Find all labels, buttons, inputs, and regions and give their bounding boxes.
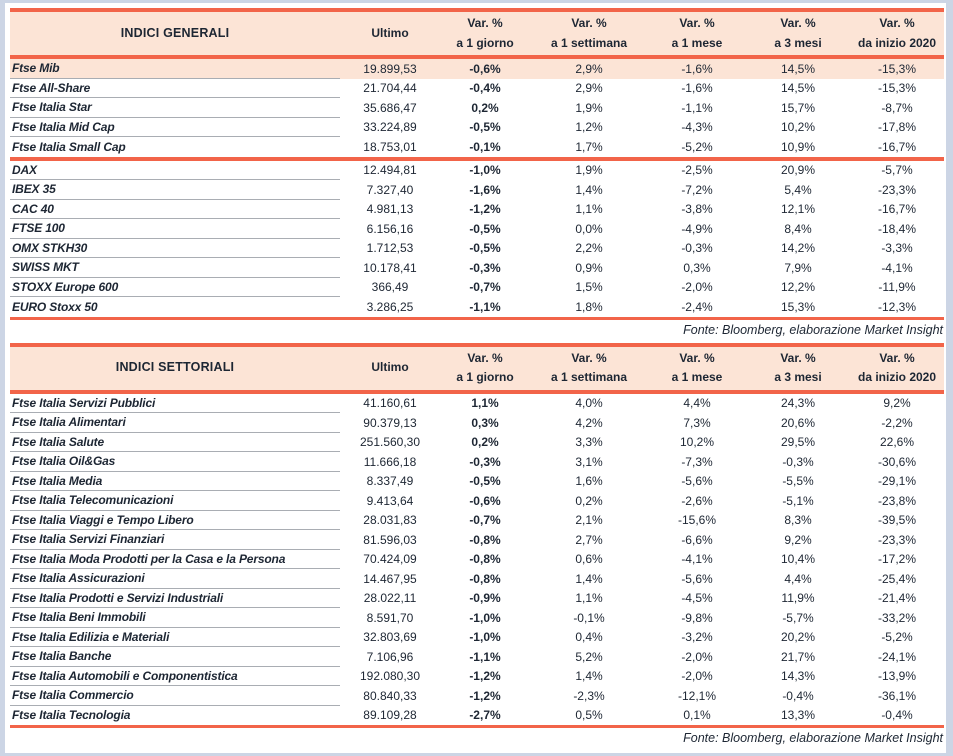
var-inizio-2020-cell: -24,1% bbox=[877, 649, 917, 664]
var-1-giorno-cell: -0,5% bbox=[469, 120, 501, 135]
var-1-mese-cell: -15,6% bbox=[677, 513, 717, 528]
var-1-settimana-cell: 0,2% bbox=[575, 493, 603, 508]
ultimo-value-cell: 28.022,11 bbox=[363, 591, 417, 606]
var-1-mese-cell: -1,6% bbox=[681, 61, 713, 76]
col-header-var-inizio-2020 bbox=[850, 12, 944, 55]
var-1-mese-cell: -6,6% bbox=[681, 532, 713, 547]
var-1-mese-cell: -4,1% bbox=[681, 552, 713, 567]
var-3-mesi-cell: 14,5% bbox=[780, 61, 816, 76]
var-inizio-2020-cell: -25,4% bbox=[877, 571, 917, 586]
period-label: a 3 mesi bbox=[774, 35, 822, 50]
index-name-cell: Ftse Italia Servizi Pubblici bbox=[10, 394, 340, 414]
index-name-cell: Ftse Italia Assicurazioni bbox=[10, 569, 340, 589]
var-3-mesi-cell: 15,7% bbox=[780, 100, 816, 115]
table-row bbox=[10, 589, 944, 609]
var-1-giorno-cell: -0,5% bbox=[469, 241, 501, 256]
var-1-settimana-cell: 1,4% bbox=[575, 571, 603, 586]
col-header-var-1-mese bbox=[648, 347, 746, 390]
var-1-settimana-cell: 2,1% bbox=[575, 513, 603, 528]
var-3-mesi-cell: 29,5% bbox=[780, 435, 816, 450]
var-1-giorno-cell: -0,6% bbox=[469, 61, 501, 76]
var-3-mesi-cell: 15,3% bbox=[780, 299, 816, 314]
var-3-mesi-cell: -0,3% bbox=[782, 454, 814, 469]
ultimo-value-cell: 11.666,18 bbox=[363, 454, 417, 469]
table-title: INDICI SETTORIALI bbox=[115, 360, 235, 375]
var-1-mese-cell: -2,5% bbox=[681, 163, 713, 178]
var-3-mesi-cell: 24,3% bbox=[780, 396, 816, 411]
var-1-giorno-cell: -0,5% bbox=[469, 474, 501, 489]
table-row bbox=[10, 394, 944, 414]
var-1-giorno-cell: -0,7% bbox=[469, 280, 501, 295]
table-row bbox=[10, 297, 944, 317]
var-label: Var. % bbox=[679, 350, 715, 365]
var-1-mese-cell: -3,2% bbox=[681, 630, 713, 645]
index-name-cell: Ftse Italia Viaggi e Tempo Libero bbox=[10, 511, 340, 531]
col-header-var-1-mese bbox=[648, 12, 746, 55]
table-row bbox=[10, 219, 944, 239]
var-3-mesi-cell: 20,9% bbox=[780, 163, 816, 178]
var-1-mese-cell: 4,4% bbox=[683, 396, 711, 411]
ultimo-value-cell: 32.803,69 bbox=[363, 630, 417, 645]
var-inizio-2020-cell: -2,2% bbox=[881, 415, 913, 430]
var-1-settimana-cell: 1,6% bbox=[575, 474, 603, 489]
ultimo-value-cell: 8.591,70 bbox=[366, 610, 414, 625]
var-1-settimana-cell: 0,0% bbox=[575, 221, 603, 236]
var-1-giorno-cell: -0,3% bbox=[469, 260, 501, 275]
var-3-mesi-cell: 12,1% bbox=[780, 202, 816, 217]
var-1-settimana-cell: 0,5% bbox=[575, 708, 603, 723]
var-1-mese-cell: 10,2% bbox=[679, 435, 715, 450]
var-1-mese-cell: -7,2% bbox=[681, 182, 713, 197]
var-1-giorno-cell: -2,7% bbox=[469, 708, 501, 723]
var-1-mese-cell: -4,5% bbox=[681, 591, 713, 606]
table-row bbox=[10, 686, 944, 706]
period-label: da inizio 2020 bbox=[857, 370, 937, 384]
var-inizio-2020-cell: -36,1% bbox=[877, 688, 917, 703]
var-1-giorno-cell: -1,0% bbox=[469, 630, 501, 645]
var-1-giorno-cell: -0,7% bbox=[469, 513, 501, 528]
var-3-mesi-cell: 7,9% bbox=[784, 260, 812, 275]
index-name-cell: Ftse Italia Beni Immobili bbox=[10, 608, 340, 628]
var-1-giorno-cell: -1,0% bbox=[469, 163, 501, 178]
var-label: Var. % bbox=[879, 350, 915, 365]
ultimo-value-cell: 70.424,09 bbox=[363, 552, 417, 567]
index-name-cell: FTSE 100 bbox=[10, 219, 340, 239]
var-1-mese-cell: -2,0% bbox=[681, 649, 713, 664]
var-1-mese-cell: -2,0% bbox=[681, 669, 713, 684]
index-name-cell: Ftse Italia Banche bbox=[10, 647, 340, 667]
var-3-mesi-cell: 5,4% bbox=[784, 182, 812, 197]
table-header-row bbox=[10, 12, 944, 55]
var-1-settimana-cell: 1,4% bbox=[575, 182, 603, 197]
var-1-mese-cell: -2,0% bbox=[681, 280, 713, 295]
index-name-cell: Ftse Italia Prodotti e Servizi Industriali bbox=[10, 589, 340, 609]
var-1-mese-cell: 0,1% bbox=[683, 708, 711, 723]
table-row bbox=[10, 59, 944, 79]
var-1-giorno-cell: 1,1% bbox=[471, 396, 499, 411]
var-3-mesi-cell: 10,9% bbox=[780, 139, 816, 154]
var-3-mesi-cell: 21,7% bbox=[780, 649, 816, 664]
table-header-row bbox=[10, 347, 944, 390]
index-name-cell: Ftse Italia Media bbox=[10, 472, 340, 492]
var-inizio-2020-cell: -33,2% bbox=[877, 610, 917, 625]
index-name-cell: DAX bbox=[10, 161, 340, 181]
ultimo-value-cell: 89.109,28 bbox=[363, 708, 417, 723]
var-1-mese-cell: -9,8% bbox=[681, 610, 713, 625]
col-header-var-3-mesi bbox=[746, 12, 850, 55]
var-3-mesi-cell: 12,2% bbox=[780, 280, 816, 295]
var-1-giorno-cell: -1,0% bbox=[469, 610, 501, 625]
ultimo-value-cell: 6.156,16 bbox=[366, 221, 414, 236]
var-inizio-2020-cell: -15,3% bbox=[877, 61, 917, 76]
table-row bbox=[10, 137, 944, 157]
var-1-giorno-cell: -1,1% bbox=[469, 299, 501, 314]
index-name-cell: Ftse Mib bbox=[10, 59, 340, 79]
index-name-cell: Ftse Italia Mid Cap bbox=[10, 118, 340, 138]
table-row bbox=[10, 258, 944, 278]
ultimo-value-cell: 10.178,41 bbox=[363, 260, 417, 275]
table-row bbox=[10, 569, 944, 589]
var-1-settimana-cell: 0,9% bbox=[575, 260, 603, 275]
index-name-cell: Ftse Italia Tecnologia bbox=[12, 708, 131, 723]
var-label: Var. % bbox=[571, 16, 607, 31]
var-inizio-2020-cell: -39,5% bbox=[877, 513, 917, 528]
var-1-settimana-cell: 4,0% bbox=[575, 396, 603, 411]
var-3-mesi-cell: -0,4% bbox=[782, 688, 814, 703]
table-row bbox=[10, 706, 944, 726]
ultimo-value-cell: 90.379,13 bbox=[363, 415, 417, 430]
ultimo-value-cell: 7.327,40 bbox=[366, 182, 414, 197]
var-label: Var. % bbox=[467, 350, 503, 365]
var-1-giorno-cell: -1,2% bbox=[469, 202, 501, 217]
period-label: a 1 settimana bbox=[550, 370, 628, 384]
var-1-settimana-cell: 1,9% bbox=[575, 163, 603, 178]
var-1-mese-cell: 7,3% bbox=[683, 415, 711, 430]
var-1-giorno-cell: -0,6% bbox=[469, 493, 501, 508]
var-1-mese-cell: -4,3% bbox=[681, 120, 713, 135]
var-1-settimana-cell: 2,9% bbox=[575, 81, 603, 96]
var-3-mesi-cell: 11,9% bbox=[781, 591, 815, 606]
index-name-cell: CAC 40 bbox=[10, 200, 340, 220]
ultimo-value-cell: 12.494,81 bbox=[363, 163, 417, 178]
period-label: a 1 mese bbox=[671, 35, 723, 50]
var-1-settimana-cell: 2,9% bbox=[575, 61, 603, 76]
var-1-settimana-cell: 3,3% bbox=[575, 435, 603, 450]
var-1-mese-cell: -3,8% bbox=[681, 202, 713, 217]
var-label: Var. % bbox=[467, 16, 503, 31]
ultimo-value-cell: 366,49 bbox=[371, 280, 409, 295]
table-row bbox=[10, 98, 944, 118]
table-row bbox=[10, 200, 944, 220]
var-1-settimana-cell: 0,4% bbox=[575, 630, 603, 645]
var-inizio-2020-cell: -17,2% bbox=[877, 552, 917, 567]
var-1-giorno-cell: -0,9% bbox=[469, 591, 501, 606]
var-1-giorno-cell: 0,2% bbox=[471, 435, 499, 450]
source-note: Fonte: Bloomberg, elaborazione Market Insight bbox=[683, 322, 943, 337]
ultimo-value-cell: 41.160,61 bbox=[363, 396, 417, 411]
var-inizio-2020-cell: -16,7% bbox=[877, 202, 917, 217]
var-1-giorno-cell: -0,8% bbox=[469, 552, 501, 567]
table-title: INDICI GENERALI bbox=[120, 25, 230, 40]
table-row bbox=[10, 491, 944, 511]
index-name-cell: SWISS MKT bbox=[10, 258, 340, 278]
var-1-giorno-cell: 0,2% bbox=[471, 100, 499, 115]
var-1-settimana-cell: 3,1% bbox=[575, 454, 603, 469]
var-inizio-2020-cell: -29,1% bbox=[877, 474, 917, 489]
var-inizio-2020-cell: -0,4% bbox=[881, 708, 913, 723]
var-1-giorno-cell: -1,2% bbox=[469, 688, 501, 703]
index-name-cell: Ftse Italia Salute bbox=[10, 433, 340, 453]
table-row bbox=[10, 628, 944, 648]
var-inizio-2020-cell: -12,3% bbox=[877, 299, 917, 314]
var-1-giorno-cell: -0,8% bbox=[469, 532, 501, 547]
index-name-cell: OMX STKH30 bbox=[10, 239, 340, 259]
col-header-var-1-giorno bbox=[440, 347, 530, 390]
var-1-mese-cell: -7,3% bbox=[681, 454, 713, 469]
var-1-mese-cell: -1,6% bbox=[681, 81, 713, 96]
table-row bbox=[10, 433, 944, 453]
var-1-settimana-cell: 1,1% bbox=[575, 591, 603, 606]
col-header-ultimo: Ultimo bbox=[371, 25, 409, 40]
var-inizio-2020-cell: -17,8% bbox=[877, 120, 917, 135]
ultimo-value-cell: 18.753,01 bbox=[363, 139, 417, 154]
indici-generali-table bbox=[10, 8, 944, 320]
var-inizio-2020-cell: -13,9% bbox=[877, 669, 917, 684]
table-row bbox=[10, 161, 944, 181]
period-label: a 3 mesi bbox=[774, 370, 822, 384]
ultimo-value-cell: 28.031,83 bbox=[363, 513, 417, 528]
var-1-settimana-cell: 5,2% bbox=[575, 649, 603, 664]
table-row bbox=[10, 511, 944, 531]
var-3-mesi-cell: 14,2% bbox=[780, 241, 816, 256]
index-name-cell: Ftse Italia Star bbox=[10, 98, 340, 118]
ultimo-value-cell: 9.413,64 bbox=[366, 493, 414, 508]
ultimo-value-cell: 81.596,03 bbox=[363, 532, 417, 547]
var-3-mesi-cell: -5,5% bbox=[782, 474, 814, 489]
indici-settoriali-table bbox=[10, 343, 944, 729]
var-inizio-2020-cell: -16,7% bbox=[877, 139, 917, 154]
var-1-mese-cell: -4,9% bbox=[681, 221, 713, 236]
var-1-settimana-cell: -0,1% bbox=[573, 610, 605, 625]
ultimo-value-cell: 8.337,49 bbox=[366, 474, 414, 489]
table-row bbox=[10, 608, 944, 628]
table-row bbox=[10, 472, 944, 492]
index-name-cell: IBEX 35 bbox=[10, 180, 340, 200]
index-name-cell: Ftse Italia Telecomunicazioni bbox=[10, 491, 340, 511]
ultimo-value-cell: 19.899,53 bbox=[363, 61, 417, 76]
var-1-mese-cell: -2,6% bbox=[681, 493, 713, 508]
period-label: a 1 giorno bbox=[456, 35, 514, 50]
var-label: Var. % bbox=[679, 16, 715, 31]
international-indices-group bbox=[10, 161, 944, 317]
index-name-cell: Ftse Italia Edilizia e Materiali bbox=[10, 628, 340, 648]
index-name-cell: Ftse Italia Moda Prodotti per la Casa e la Persona bbox=[10, 550, 340, 570]
index-name-cell: Ftse Italia Small Cap bbox=[12, 139, 126, 154]
var-inizio-2020-cell: -18,4% bbox=[877, 221, 917, 236]
var-inizio-2020-cell: -21,4% bbox=[877, 591, 917, 606]
var-3-mesi-cell: 4,4% bbox=[784, 571, 812, 586]
var-label: Var. % bbox=[780, 16, 816, 31]
var-1-mese-cell: 0,3% bbox=[683, 260, 711, 275]
index-name-cell: Ftse Italia Alimentari bbox=[10, 413, 340, 433]
col-header-var-inizio-2020 bbox=[850, 347, 944, 390]
var-1-settimana-cell: 1,8% bbox=[575, 299, 603, 314]
var-3-mesi-cell: 20,6% bbox=[780, 415, 816, 430]
var-1-giorno-cell: -0,3% bbox=[469, 454, 501, 469]
var-1-settimana-cell: 2,2% bbox=[575, 241, 603, 256]
period-label: da inizio 2020 bbox=[857, 35, 937, 50]
var-3-mesi-cell: 20,2% bbox=[780, 630, 816, 645]
italian-indices-group bbox=[10, 59, 944, 157]
table-row bbox=[10, 647, 944, 667]
var-inizio-2020-cell: -11,9% bbox=[878, 280, 916, 295]
period-label: a 1 giorno bbox=[456, 370, 514, 384]
var-1-mese-cell: -2,4% bbox=[681, 299, 713, 314]
table-row bbox=[10, 452, 944, 472]
table-row bbox=[10, 118, 944, 138]
var-1-settimana-cell: 1,2% bbox=[575, 120, 603, 135]
var-3-mesi-cell: 13,3% bbox=[780, 708, 816, 723]
table-row bbox=[10, 413, 944, 433]
var-1-settimana-cell: 2,7% bbox=[575, 532, 603, 547]
index-name-cell: Ftse Italia Oil&Gas bbox=[10, 452, 340, 472]
var-3-mesi-cell: -5,1% bbox=[782, 493, 814, 508]
var-label: Var. % bbox=[571, 350, 607, 365]
var-3-mesi-cell: 10,4% bbox=[780, 552, 816, 567]
var-1-mese-cell: -1,1% bbox=[681, 100, 713, 115]
var-1-giorno-cell: -0,8% bbox=[469, 571, 501, 586]
var-1-mese-cell: -12,1% bbox=[677, 688, 717, 703]
sector-indices-group bbox=[10, 394, 944, 726]
ultimo-value-cell: 14.467,95 bbox=[363, 571, 417, 586]
var-3-mesi-cell: 9,2% bbox=[784, 532, 812, 547]
index-name-cell: STOXX Europe 600 bbox=[10, 278, 340, 298]
table-row bbox=[10, 79, 944, 99]
table-row bbox=[10, 180, 944, 200]
var-1-settimana-cell: 0,6% bbox=[575, 552, 603, 567]
var-3-mesi-cell: 14,3% bbox=[780, 669, 816, 684]
var-1-settimana-cell: 1,1% bbox=[575, 202, 603, 217]
ultimo-value-cell: 3.286,25 bbox=[366, 299, 414, 314]
var-inizio-2020-cell: -30,6% bbox=[877, 454, 917, 469]
var-1-giorno-cell: -0,5% bbox=[469, 221, 501, 236]
var-label: Var. % bbox=[879, 16, 915, 31]
var-inizio-2020-cell: -5,2% bbox=[881, 630, 913, 645]
var-1-giorno-cell: -1,2% bbox=[469, 669, 501, 684]
period-label: a 1 settimana bbox=[550, 35, 628, 50]
ultimo-value-cell: 35.686,47 bbox=[363, 100, 417, 115]
var-1-settimana-cell: 1,5% bbox=[575, 280, 603, 295]
col-header-ultimo: Ultimo bbox=[371, 360, 409, 375]
var-label: Var. % bbox=[780, 350, 816, 365]
index-name-cell: Ftse Italia Commercio bbox=[10, 686, 340, 706]
var-inizio-2020-cell: -15,3% bbox=[877, 81, 917, 96]
ultimo-value-cell: 7.106,96 bbox=[366, 649, 414, 664]
table-row bbox=[10, 667, 944, 687]
var-1-mese-cell: -5,6% bbox=[681, 474, 713, 489]
var-inizio-2020-cell: -23,8% bbox=[877, 493, 917, 508]
source-note: Fonte: Bloomberg, elaborazione Market Insight bbox=[683, 731, 943, 745]
period-label: a 1 mese bbox=[671, 370, 723, 384]
var-1-giorno-cell: -1,1% bbox=[469, 649, 501, 664]
var-1-settimana-cell: 1,4% bbox=[575, 669, 603, 684]
var-3-mesi-cell: 14,5% bbox=[780, 81, 816, 96]
ultimo-value-cell: 80.840,33 bbox=[363, 688, 417, 703]
table-row bbox=[10, 530, 944, 550]
index-name-cell: EURO Stoxx 50 bbox=[12, 299, 98, 314]
ultimo-value-cell: 33.224,89 bbox=[363, 120, 417, 135]
var-1-giorno-cell: -1,6% bbox=[469, 182, 501, 197]
col-header-var-1-settimana bbox=[530, 12, 648, 55]
col-header-var-1-giorno bbox=[440, 12, 530, 55]
var-inizio-2020-cell: 22,6% bbox=[879, 435, 915, 450]
table-row bbox=[10, 239, 944, 259]
var-3-mesi-cell: 10,2% bbox=[780, 120, 816, 135]
var-inizio-2020-cell: -3,3% bbox=[881, 241, 913, 256]
var-3-mesi-cell: 8,4% bbox=[784, 221, 812, 236]
var-1-mese-cell: -5,6% bbox=[681, 571, 713, 586]
var-inizio-2020-cell: -23,3% bbox=[877, 532, 917, 547]
index-name-cell: Ftse Italia Servizi Finanziari bbox=[10, 530, 340, 550]
var-1-giorno-cell: -0,4% bbox=[469, 81, 501, 96]
ultimo-value-cell: 192.080,30 bbox=[359, 669, 421, 684]
var-1-settimana-cell: 1,7% bbox=[575, 139, 603, 154]
index-name-cell: Ftse Italia Automobili e Componentistica bbox=[10, 667, 340, 687]
col-header-var-1-settimana bbox=[530, 347, 648, 390]
var-inizio-2020-cell: -4,1% bbox=[881, 260, 913, 275]
ultimo-value-cell: 21.704,44 bbox=[363, 81, 417, 96]
ultimo-value-cell: 1.712,53 bbox=[366, 241, 414, 256]
ultimo-value-cell: 251.560,30 bbox=[359, 435, 421, 450]
var-3-mesi-cell: -5,7% bbox=[782, 610, 814, 625]
var-1-settimana-cell: -2,3% bbox=[573, 688, 605, 703]
var-1-mese-cell: -5,2% bbox=[681, 139, 713, 154]
var-inizio-2020-cell: -23,3% bbox=[877, 182, 917, 197]
var-inizio-2020-cell: -5,7% bbox=[881, 163, 913, 178]
ultimo-value-cell: 4.981,13 bbox=[366, 202, 414, 217]
var-3-mesi-cell: 8,3% bbox=[784, 513, 812, 528]
var-1-settimana-cell: 1,9% bbox=[575, 100, 603, 115]
table-row bbox=[10, 278, 944, 298]
col-header-var-3-mesi bbox=[746, 347, 850, 390]
index-name-cell: Ftse All-Share bbox=[10, 79, 340, 99]
var-1-settimana-cell: 4,2% bbox=[575, 415, 603, 430]
var-inizio-2020-cell: -8,7% bbox=[881, 100, 913, 115]
table-row bbox=[10, 550, 944, 570]
var-1-mese-cell: -0,3% bbox=[681, 241, 713, 256]
var-inizio-2020-cell: 9,2% bbox=[883, 396, 911, 411]
var-1-giorno-cell: 0,3% bbox=[471, 415, 499, 430]
var-1-giorno-cell: -0,1% bbox=[469, 139, 501, 154]
